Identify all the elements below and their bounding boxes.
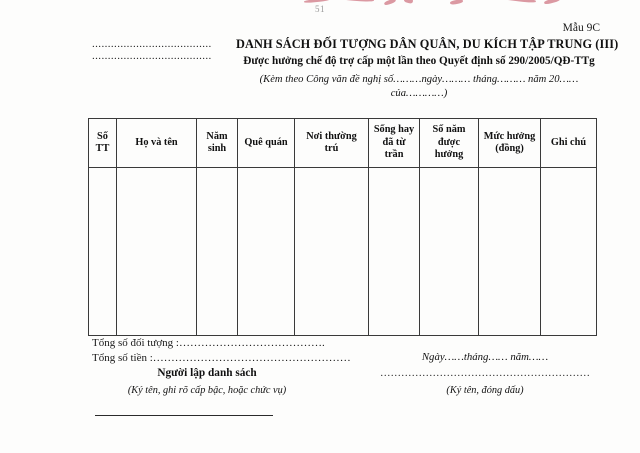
cell-hometown[interactable]: [238, 168, 295, 336]
signer-left-heading: Người lập danh sách: [157, 367, 257, 379]
subject-list-table: [88, 118, 597, 336]
cell-notes[interactable]: [541, 168, 597, 336]
cell-alive-or-deceased[interactable]: [369, 168, 420, 336]
document-subtitle: Được hưởng chế độ trợ cấp một lần theo Quyết định số 290/2005/QĐ-TTg: [243, 55, 595, 67]
date-line: Ngày……tháng…… năm……: [421, 351, 549, 363]
column-header-stt-line2: TT: [95, 143, 110, 154]
column-header-full-name: [117, 119, 197, 168]
total-subjects-line: Tổng số đối tượng :………………………………….: [92, 337, 325, 349]
column-header-stt-line1: Số: [97, 130, 108, 142]
column-header-birth-year-line2: sinh: [207, 143, 227, 154]
signer-right-note: (Ký tên, đóng dấu): [446, 385, 524, 396]
footer-divider-rule: [95, 415, 273, 416]
signature-block-right: [370, 350, 600, 398]
table-body-row: [89, 168, 597, 336]
column-header-full-name-line1: Họ và tên: [135, 136, 178, 148]
letterhead-line-2: ......................................: [92, 50, 212, 62]
document-header: [236, 36, 619, 101]
column-header-years-entitled-line2: được: [437, 136, 461, 148]
column-header-alive-or-deceased-line2: đã từ: [382, 136, 406, 148]
column-header-birth-year: [197, 119, 238, 168]
cell-years-entitled[interactable]: [420, 168, 479, 336]
column-header-amount-line1: Mức hưởng: [483, 130, 536, 142]
column-header-residence-line2: trú: [324, 143, 339, 154]
column-header-amount-line2: (đồng): [495, 143, 524, 154]
document-reference-line-2: của…………): [390, 88, 448, 99]
letterhead-line-1: ......................................: [92, 38, 212, 50]
signer-right-dotted-line: ……………………………………………………: [380, 368, 590, 379]
column-header-notes: [541, 119, 597, 168]
column-header-hometown-line1: Quê quán: [244, 136, 288, 148]
column-header-hometown: [238, 119, 295, 168]
cell-full-name[interactable]: [117, 168, 197, 336]
column-header-stt: [89, 119, 117, 168]
column-header-residence: [295, 119, 369, 168]
column-header-residence-line1: Nơi thường: [306, 130, 357, 142]
cell-stt[interactable]: [89, 168, 117, 336]
column-header-years-entitled-line1: Số năm: [432, 124, 466, 136]
table-header-row: [89, 119, 597, 168]
column-header-alive-or-deceased: [369, 119, 420, 168]
column-header-alive-or-deceased-line3: trần: [384, 149, 404, 161]
column-header-birth-year-line1: Năm: [206, 130, 228, 142]
signature-block-left: [92, 366, 322, 398]
column-header-amount: [479, 119, 541, 168]
page-title: DANH SÁCH ĐỐI TƯỢNG DÂN QUÂN, DU KÍCH TẬP TRUNG (III): [236, 37, 619, 51]
cell-birth-year[interactable]: [197, 168, 238, 336]
total-money-line: Tổng số tiền :………………………………………………: [92, 352, 351, 364]
form-code-label: Mẫu 9C: [562, 22, 600, 34]
letterhead-blank-lines: [92, 38, 234, 62]
totals-block: [92, 336, 412, 366]
column-header-years-entitled-line3: hưởng: [434, 149, 464, 161]
cell-residence[interactable]: [295, 168, 369, 336]
document-reference-line-1: (Kèm theo Công văn đề nghị số………ngày……… tháng……… năm 20……: [259, 74, 579, 85]
signer-left-note: (Ký tên, ghi rõ cấp bậc, hoặc chức vụ): [127, 385, 287, 396]
column-header-alive-or-deceased-line1: Sống hay: [373, 124, 415, 136]
cell-amount[interactable]: [479, 168, 541, 336]
column-header-years-entitled: [420, 119, 479, 168]
column-header-notes-line1: Ghi chú: [550, 136, 587, 148]
folio-page-number: 51: [315, 4, 325, 14]
